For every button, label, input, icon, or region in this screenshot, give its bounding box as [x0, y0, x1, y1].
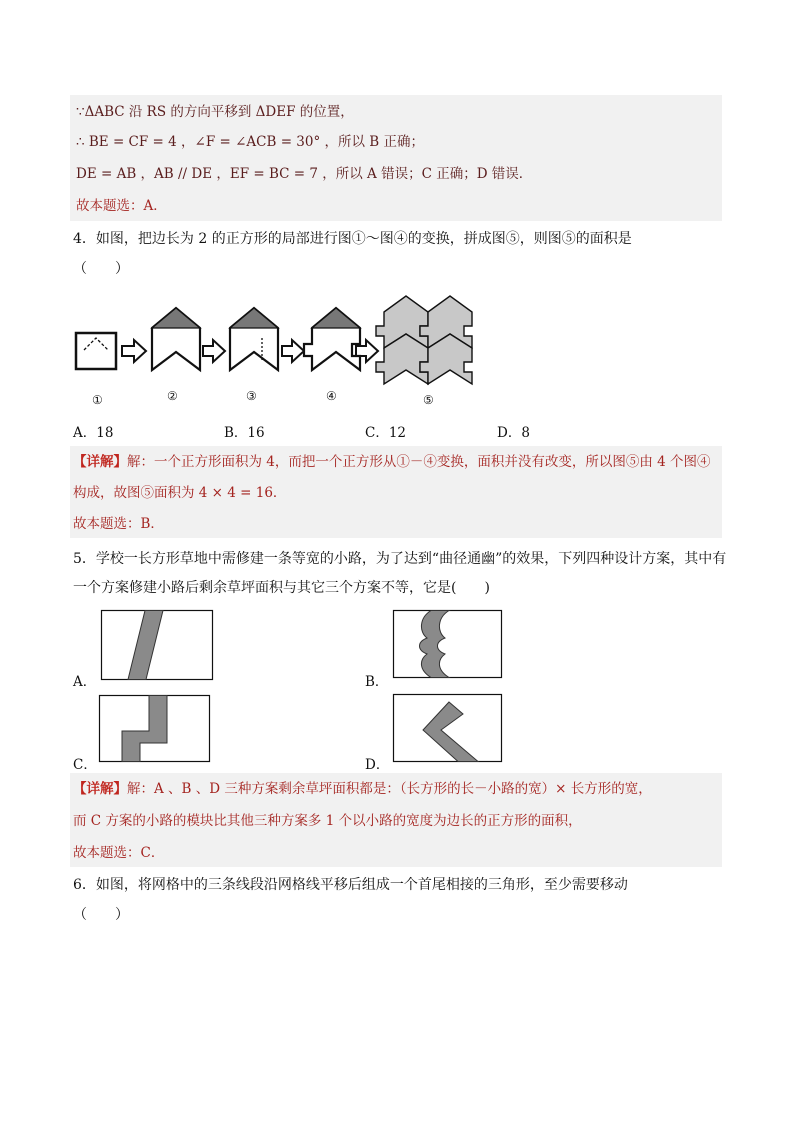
q5-option-b-figure: [393, 610, 502, 678]
q4-option-d: D．8: [497, 425, 530, 441]
fig4-shape: [304, 308, 360, 370]
fig-label-1: ①: [92, 393, 103, 407]
fig-label-4: ④: [326, 389, 337, 403]
q4-detail-tag: 【详解】: [73, 454, 127, 470]
q5-label-d: D．: [365, 757, 390, 773]
arrow-1: [122, 340, 146, 362]
q5-answer: 故本题选：C．: [73, 845, 165, 861]
q6-stem-2: （ ）: [73, 907, 129, 923]
fig-label-2: ②: [167, 389, 178, 403]
q5-detail-line-2: 而 C 方案的小路的模块比其他三种方案多 1 个以小路的宽度为边长的正方形的面积，: [73, 813, 582, 829]
q4-figure: [70, 290, 490, 410]
q4-detail-line-1: [73, 453, 711, 471]
q5-detail-tag: 【详解】: [73, 781, 127, 797]
q6-stem-1: 6．如图，将网格中的三条线段沿网格线平移后组成一个首尾相接的三角形，至少需要移动: [73, 877, 628, 893]
q4-stem-2: （ ）: [73, 261, 129, 277]
fig5-tessellation: [376, 296, 472, 384]
q5-detail-line-1: [73, 780, 652, 798]
fig1-square: [76, 333, 116, 369]
q5-label-c: C．: [73, 757, 97, 773]
q4-option-a: A．18: [73, 425, 114, 441]
q5-option-d-figure: [393, 694, 502, 762]
q5-label-a: A．: [73, 674, 97, 690]
q4-detail-text-1: 解：一个正方形面积为 4，而把一个正方形从①－④变换，面积并没有改变，所以图⑤由 4 个图④: [127, 454, 711, 470]
q5-option-a-figure: [101, 610, 213, 680]
q4-option-c: C．12: [365, 425, 407, 441]
q4-stem-1: 4．如图，把边长为 2 的正方形的局部进行图①～图④的变换，拼成图⑤，则图⑤的面积是: [73, 231, 632, 247]
fig-label-3: ③: [246, 389, 257, 403]
prev-line-3: DE = AB ，AB // DE ，EF = BC = 7 ，所以 A 错误；C 正确；D 错误．: [76, 166, 533, 182]
q5-option-c-figure: [99, 695, 210, 762]
prev-answer: 故本题选：A．: [76, 198, 167, 214]
q4-option-b: B．16: [224, 425, 265, 441]
arrow-2: [203, 340, 225, 362]
prev-line-2: ∴ BE = CF = 4 ，∠F = ∠ACB = 30° ，所以 B 正确；: [76, 134, 425, 150]
q5-stem-1: 5．学校一长方形草地中需修建一条等宽的小路，为了达到“曲径通幽”的效果，下列四种设计方案，其中有: [73, 551, 727, 567]
q4-answer: 故本题选：B．: [73, 516, 164, 532]
q4-detail-line-2: 构成，故图⑤面积为 4 × 4 = 16．: [73, 485, 287, 501]
q5-stem-2: 一个方案修建小路后剩余草坪面积与其它三个方案不等，它是( ): [73, 580, 490, 596]
q5-detail-text-1: 解：A 、B 、D 三种方案剩余草坪面积都是：（长方形的长－小路的宽）× 长方形的宽，: [127, 781, 652, 797]
q5-label-b: B．: [365, 674, 389, 690]
arrow-3: [282, 340, 304, 362]
fig2-shape: [152, 308, 200, 370]
fig3-shape: [230, 308, 278, 370]
prev-line-1: ∵ΔABC 沿 RS 的方向平移到 ΔDEF 的位置，: [76, 104, 354, 120]
fig-label-5: ⑤: [423, 393, 434, 407]
